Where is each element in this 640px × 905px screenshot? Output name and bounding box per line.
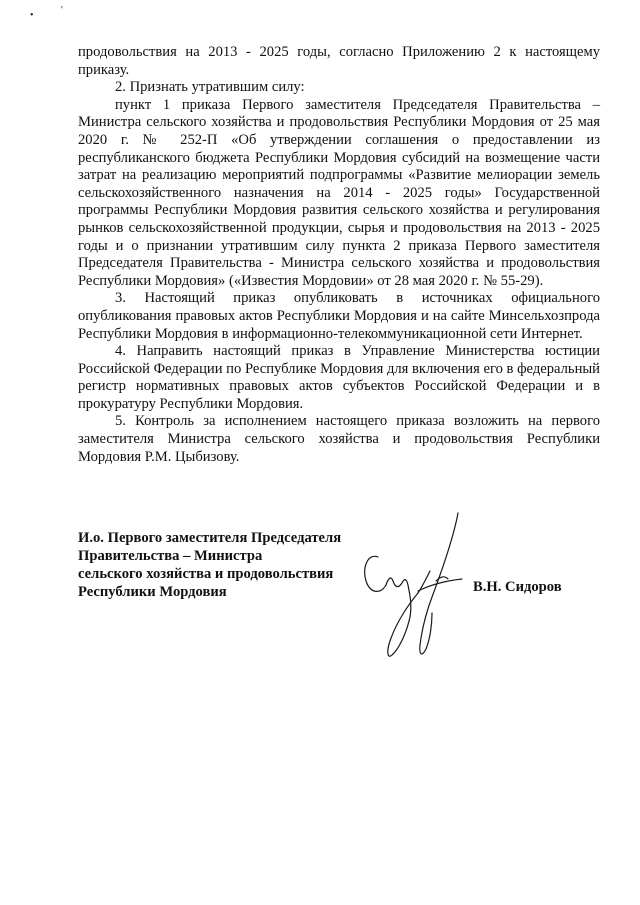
signatory-line-1: И.о. Первого заместителя Председателя (78, 530, 342, 546)
paragraph-item-2: 2. Признать утратившим силу: (115, 79, 305, 96)
signatory-line-3: сельского хозяйства и продовольствия (78, 566, 334, 582)
signatory-line-4: Республики Мордовия (78, 584, 227, 600)
scan-dot-mark: • (30, 10, 34, 21)
scan-tick-mark: ' (61, 5, 63, 16)
paragraph-item-5: 5. Контроль за исполнением настоящего приказа возложить на первого заместителя Министра сельского хозяйства и продовольствия Республики Мордовия Р.М. Цыбизову. (78, 413, 600, 465)
paragraph-item-2-detail: пункт 1 приказа Первого заместителя Председателя Правительства – Министра сельского хозяйства и продовольствия Республики Мордовия от 25 мая 2020 г. № 252-П «Об утверждении соглашения о предоставлении из республиканского бюджета Республики Мордовия субсидий на возмещение части затрат на реализацию мероприятий подпрограммы «Развитие мелиорации земель сельскохозяйственного назначения на 2014 - 2025 годы» Государственной программы Республики Мордовия развития сельского хозяйства и регулирования рынков сельскохозяйственной продукции, сырья и продовольствия на 2013 - 2025 годы и о признании утратившим силу пункта 2 приказа Первого заместителя Председателя Правительства - Министра сельского хозяйства и продовольствия Республики Мордовия» («Известия Мордовии» от 28 мая 2020 г. № 55-29). (78, 96, 600, 289)
signatory-position (78, 529, 358, 601)
paragraph-item-4: 4. Направить настоящий приказ в Управление Министерства юстиции Российской Федерации по Республике Мордовия для включения его в федеральный регистр нормативных правовых актов субъектов Российской Федерации и в прокуратуру Республики Мордовия. (78, 343, 600, 412)
paragraph-item-3: 3. Настоящий приказ опубликовать в источниках официального опубликования правовых актов Республики Мордовия и на сайте Минсельхозпрода Республики Мордовия в информационно-телекоммуникационной сети Интернет. (78, 290, 600, 342)
handwritten-signature (358, 505, 468, 665)
signatory-line-2: Правительства – Министра (78, 548, 263, 564)
paragraph-continuation: продовольствия на 2013 - 2025 годы, согласно Приложению 2 к настоящему приказу. (78, 44, 600, 78)
signatory-name: В.Н. Сидоров (473, 579, 562, 595)
document-body (78, 44, 600, 466)
